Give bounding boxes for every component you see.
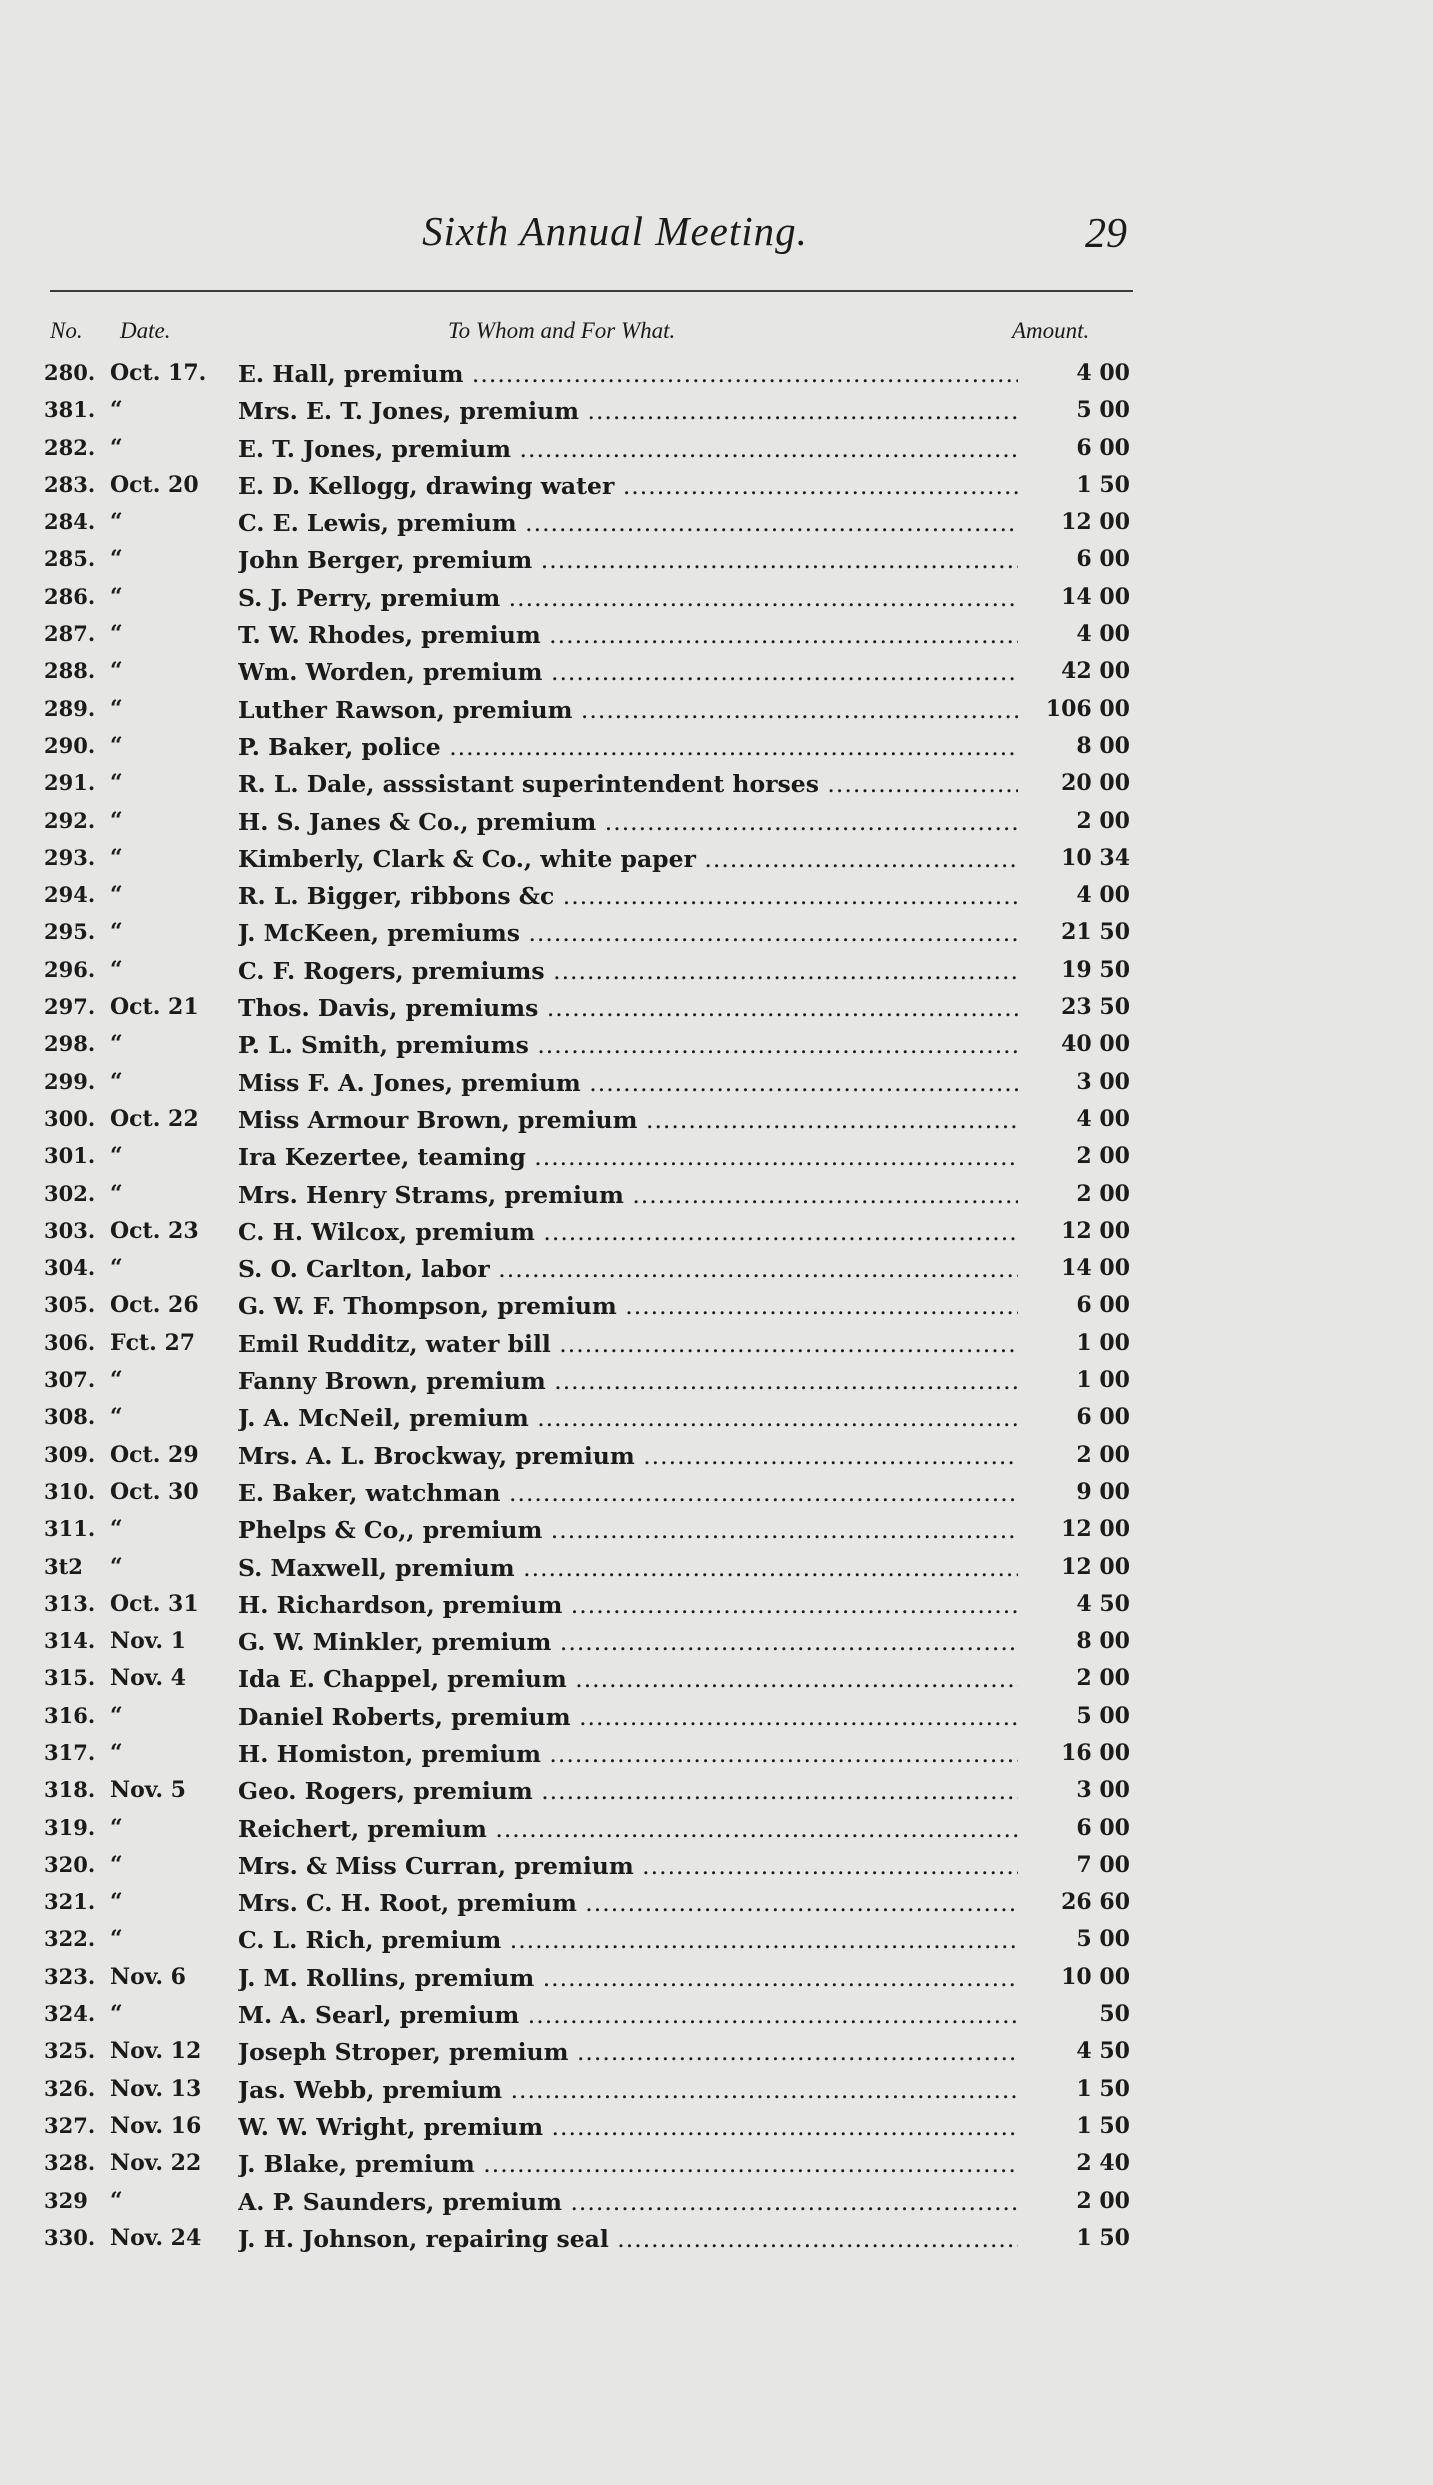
entry-number: 300. [44, 1105, 96, 1131]
entry-number: 305. [44, 1292, 96, 1318]
entry-amount: 5 00 [1076, 1702, 1130, 1729]
entry-description: Mrs. E. T. Jones, premium ..... [238, 397, 1018, 425]
entry-date: “ [110, 1068, 123, 1095]
entry-description: S. Maxwell, premium ..... [238, 1554, 1018, 1582]
entry-number: 307. [44, 1367, 96, 1393]
entry-description: Thos. Davis, premiums ..... [238, 994, 1018, 1022]
table-row [0, 727, 1433, 764]
entry-date: “ [110, 770, 123, 797]
entry-number: 283. [44, 471, 96, 497]
entry-amount: 1 50 [1076, 2075, 1130, 2102]
column-header-amount: Amount. [1012, 318, 1090, 343]
entry-amount: 8 00 [1076, 1628, 1130, 1655]
entry-amount: 12 00 [1061, 509, 1130, 536]
entry-date: Oct. 21 [110, 994, 199, 1021]
table-row [0, 354, 1433, 391]
entry-date: Nov. 24 [110, 2224, 202, 2251]
table-row [0, 839, 1433, 876]
entry-date: Fct. 27 [110, 1329, 196, 1356]
entry-amount: 7 00 [1076, 1851, 1130, 1878]
entry-date: Nov. 4 [110, 1665, 186, 1692]
entry-number: 303. [44, 1217, 96, 1243]
ledger-table [0, 354, 1433, 2256]
entry-description: S. J. Perry, premium ..... [238, 584, 1018, 612]
table-row [0, 540, 1433, 577]
entry-description: R. L. Dale, asssistant superintendent horses ..... [238, 770, 1018, 798]
table-row [0, 652, 1433, 689]
table-row [0, 466, 1433, 503]
table-row [0, 1883, 1433, 1920]
entry-description: W. W. Wright, premium ..... [238, 2113, 1018, 2141]
entry-amount: 5 00 [1076, 397, 1130, 424]
entry-number: 318. [44, 1777, 96, 1803]
entry-description: J. McKeen, premiums ..... [238, 919, 1018, 947]
entry-description: S. O. Carlton, labor ..... [238, 1255, 1018, 1283]
entry-description: Kimberly, Clark & Co., white paper ..... [238, 845, 1018, 873]
entry-date: “ [110, 2001, 123, 2028]
entry-description: T. W. Rhodes, premium ..... [238, 621, 1018, 649]
entry-number: 293. [44, 844, 96, 870]
entry-date: Oct. 20 [110, 471, 199, 498]
entry-description: C. L. Rich, premium ..... [238, 1926, 1018, 1954]
entry-date: “ [110, 1702, 123, 1729]
entry-number: 323. [44, 1963, 96, 1989]
entry-amount: 5 00 [1076, 1926, 1130, 1953]
entry-amount: 40 00 [1061, 1031, 1130, 1058]
entry-number: 302. [44, 1180, 96, 1206]
entry-amount: 9 00 [1076, 1478, 1130, 1505]
entry-description: H. S. Janes & Co., premium ..... [238, 808, 1018, 836]
entry-date: “ [110, 1889, 123, 1916]
entry-description: Mrs. A. L. Brockway, premium ..... [238, 1442, 1018, 1470]
entry-number: 304. [44, 1255, 96, 1281]
entry-amount: 20 00 [1061, 770, 1130, 797]
entry-date: “ [110, 695, 123, 722]
entry-amount: 23 50 [1061, 994, 1130, 1021]
table-row [0, 764, 1433, 801]
entry-description: Jas. Webb, premium ..... [238, 2076, 1018, 2104]
entry-description: Miss F. A. Jones, premium ..... [238, 1069, 1018, 1097]
table-row [0, 1025, 1433, 1062]
entry-date: Oct. 29 [110, 1441, 199, 1468]
entry-date: “ [110, 2187, 123, 2214]
entry-date: “ [110, 1367, 123, 1394]
entry-amount: 6 00 [1076, 1814, 1130, 1841]
table-row [0, 1697, 1433, 1734]
entry-number: 316. [44, 1702, 96, 1728]
header-rule [50, 290, 1133, 292]
entry-description: Daniel Roberts, premium ..... [238, 1703, 1018, 1731]
entry-description: E. T. Jones, premium ..... [238, 435, 1018, 463]
entry-amount: 1 50 [1076, 2224, 1130, 2251]
entry-description: Ira Kezertee, teaming ..... [238, 1143, 1018, 1171]
entry-description: R. L. Bigger, ribbons &c ..... [238, 882, 1018, 910]
table-row [0, 2032, 1433, 2069]
entry-amount: 1 00 [1076, 1329, 1130, 1356]
entry-description: G. W. Minkler, premium ..... [238, 1628, 1018, 1656]
entry-number: 294. [44, 882, 96, 908]
entry-number: 310. [44, 1478, 96, 1504]
entry-description: C. H. Wilcox, premium ..... [238, 1218, 1018, 1246]
entry-amount: 12 00 [1061, 1516, 1130, 1543]
entry-amount: 8 00 [1076, 732, 1130, 759]
table-row [0, 1958, 1433, 1995]
entry-date: Oct. 31 [110, 1590, 199, 1617]
entry-description: Phelps & Co,, premium ..... [238, 1516, 1018, 1544]
entry-description: Wm. Worden, premium ..... [238, 658, 1018, 686]
entry-number: 322. [44, 1926, 96, 1952]
page-title: Sixth Annual Meeting. [422, 208, 808, 254]
entry-date: Nov. 5 [110, 1777, 186, 1804]
entry-date: “ [110, 1516, 123, 1543]
entry-date: “ [110, 509, 123, 536]
table-row [0, 1995, 1433, 2032]
table-row [0, 802, 1433, 839]
entry-number: 287. [44, 621, 96, 647]
entry-number: 301. [44, 1143, 96, 1169]
table-row [0, 1398, 1433, 1435]
entry-number: 314. [44, 1628, 96, 1654]
table-row [0, 1846, 1433, 1883]
entry-amount: 2 40 [1076, 2150, 1130, 2177]
entry-description: Ida E. Chappel, premium ..... [238, 1665, 1018, 1693]
entry-amount: 106 00 [1045, 695, 1130, 722]
table-row [0, 1734, 1433, 1771]
entry-amount: 3 00 [1076, 1777, 1130, 1804]
entry-date: “ [110, 583, 123, 610]
entry-number: 311. [44, 1516, 96, 1542]
table-row [0, 1436, 1433, 1473]
entry-date: “ [110, 882, 123, 909]
table-header [0, 318, 1433, 350]
entry-amount: 19 50 [1061, 956, 1130, 983]
table-row [0, 1585, 1433, 1622]
entry-number: 315. [44, 1665, 96, 1691]
entry-date: “ [110, 546, 123, 573]
entry-amount: 26 60 [1061, 1889, 1130, 1916]
entry-date: “ [110, 658, 123, 685]
entry-number: 291. [44, 770, 96, 796]
entry-description: G. W. F. Thompson, premium ..... [238, 1292, 1018, 1320]
table-row [0, 1212, 1433, 1249]
entry-amount: 6 00 [1076, 546, 1130, 573]
entry-description: Mrs. Henry Strams, premium ..... [238, 1181, 1018, 1209]
entry-date: Oct. 26 [110, 1292, 199, 1319]
entry-description: Fanny Brown, premium ..... [238, 1367, 1018, 1395]
entry-description: Geo. Rogers, premium ..... [238, 1777, 1018, 1805]
entry-number: 317. [44, 1739, 96, 1765]
entry-number: 325. [44, 2038, 96, 2064]
entry-amount: 4 00 [1076, 1105, 1130, 1132]
entry-number: 330. [44, 2224, 96, 2250]
entry-number: 284. [44, 509, 96, 535]
entry-number: 328. [44, 2150, 96, 2176]
entry-date: Oct. 22 [110, 1105, 199, 1132]
entry-amount: 1 00 [1076, 1367, 1130, 1394]
entry-number: 297. [44, 994, 96, 1020]
entry-date: Oct. 23 [110, 1217, 199, 1244]
entry-number: 329 [44, 2187, 88, 2213]
entry-number: 308. [44, 1404, 96, 1430]
entry-description: Mrs. C. H. Root, premium ..... [238, 1889, 1018, 1917]
entry-date: “ [110, 397, 123, 424]
entry-date: “ [110, 1143, 123, 1170]
entry-amount: 16 00 [1061, 1739, 1130, 1766]
entry-description: H. Homiston, premium ..... [238, 1740, 1018, 1768]
table-row [0, 1473, 1433, 1510]
table-row [0, 988, 1433, 1025]
table-row [0, 1063, 1433, 1100]
table-row [0, 1324, 1433, 1361]
entry-date: Nov. 16 [110, 2112, 202, 2139]
entry-date: “ [110, 1814, 123, 1841]
entry-description: C. F. Rogers, premiums ..... [238, 957, 1018, 985]
entry-number: 320. [44, 1851, 96, 1877]
entry-date: Nov. 6 [110, 1963, 186, 1990]
entry-number: 306. [44, 1329, 96, 1355]
entry-description: Joseph Stroper, premium ..... [238, 2038, 1018, 2066]
entry-description: John Berger, premium ..... [238, 546, 1018, 574]
entry-amount: 6 00 [1076, 1292, 1130, 1319]
entry-description: J. H. Johnson, repairing seal ..... [238, 2225, 1018, 2253]
entry-amount: 6 00 [1076, 1404, 1130, 1431]
table-row [0, 2070, 1433, 2107]
entry-description: J. Blake, premium ..... [238, 2150, 1018, 2178]
table-row [0, 1361, 1433, 1398]
table-row [0, 2107, 1433, 2144]
table-row [0, 690, 1433, 727]
table-row [0, 503, 1433, 540]
entry-date: “ [110, 1553, 123, 1580]
entry-number: 286. [44, 583, 96, 609]
entry-date: “ [110, 1255, 123, 1282]
entry-description: Emil Rudditz, water bill ..... [238, 1330, 1018, 1358]
entry-number: 321. [44, 1889, 96, 1915]
entry-description: Miss Armour Brown, premium ..... [238, 1106, 1018, 1134]
entry-description: P. L. Smith, premiums ..... [238, 1031, 1018, 1059]
entry-amount: 14 00 [1061, 583, 1130, 610]
entry-amount: 2 00 [1076, 2187, 1130, 2214]
entry-amount: 2 00 [1076, 1665, 1130, 1692]
entry-date: “ [110, 1851, 123, 1878]
table-row [0, 1622, 1433, 1659]
entry-amount: 14 00 [1061, 1255, 1130, 1282]
entry-number: 299. [44, 1068, 96, 1094]
entry-number: 319. [44, 1814, 96, 1840]
table-row [0, 2219, 1433, 2256]
table-row [0, 2182, 1433, 2219]
entry-description: E. D. Kellogg, drawing water ..... [238, 472, 1018, 500]
entry-date: “ [110, 1404, 123, 1431]
entry-amount: 1 50 [1076, 471, 1130, 498]
table-row [0, 876, 1433, 913]
column-header-date: Date. [120, 318, 171, 343]
entry-number: 3t2 [44, 1553, 83, 1579]
entry-amount: 2 00 [1076, 1143, 1130, 1170]
table-row [0, 1100, 1433, 1137]
entry-description: E. Hall, premium ..... [238, 360, 1018, 388]
entry-number: 298. [44, 1031, 96, 1057]
entry-description: Luther Rawson, premium ..... [238, 696, 1018, 724]
entry-amount: 1 50 [1076, 2112, 1130, 2139]
entry-number: 313. [44, 1590, 96, 1616]
entry-amount: 10 00 [1061, 1963, 1130, 1990]
table-row [0, 913, 1433, 950]
entry-amount: 21 50 [1061, 919, 1130, 946]
entry-date: “ [110, 956, 123, 983]
entry-number: 295. [44, 919, 96, 945]
column-header-no: No. [50, 318, 83, 343]
entry-amount: 2 00 [1076, 807, 1130, 834]
table-row [0, 1771, 1433, 1808]
entry-amount: 6 00 [1076, 434, 1130, 461]
entry-date: “ [110, 844, 123, 871]
entry-amount: 10 34 [1061, 844, 1130, 871]
entry-description: J. A. McNeil, premium ..... [238, 1404, 1018, 1432]
table-row [0, 1137, 1433, 1174]
entry-number: 327. [44, 2112, 96, 2138]
entry-description: H. Richardson, premium ..... [238, 1591, 1018, 1619]
entry-date: “ [110, 732, 123, 759]
entry-date: “ [110, 1926, 123, 1953]
entry-number: 326. [44, 2075, 96, 2101]
entry-description: P. Baker, police ..... [238, 733, 1018, 761]
entry-date: “ [110, 919, 123, 946]
entry-number: 324. [44, 2001, 96, 2027]
entry-number: 381. [44, 397, 96, 423]
entry-date: “ [110, 1180, 123, 1207]
entry-number: 285. [44, 546, 96, 572]
table-row [0, 1249, 1433, 1286]
table-row [0, 2144, 1433, 2181]
entry-date: Nov. 1 [110, 1628, 186, 1655]
table-row [0, 615, 1433, 652]
table-row [0, 578, 1433, 615]
entry-amount: 3 00 [1076, 1068, 1130, 1095]
entry-date: Nov. 13 [110, 2075, 202, 2102]
table-row [0, 429, 1433, 466]
entry-number: 296. [44, 956, 96, 982]
table-row [0, 1510, 1433, 1547]
entry-number: 292. [44, 807, 96, 833]
entry-amount: 42 00 [1061, 658, 1130, 685]
entry-date: “ [110, 621, 123, 648]
entry-amount: 12 00 [1061, 1217, 1130, 1244]
entry-amount: 4 00 [1076, 360, 1130, 386]
entry-number: 282. [44, 434, 96, 460]
table-row [0, 1175, 1433, 1212]
entry-amount: 2 00 [1076, 1441, 1130, 1468]
entry-description: A. P. Saunders, premium ..... [238, 2188, 1018, 2216]
table-row [0, 951, 1433, 988]
entry-date: Nov. 22 [110, 2150, 202, 2177]
table-row [0, 1809, 1433, 1846]
entry-number: 280. [44, 360, 96, 385]
entry-amount: 50 [1099, 2001, 1130, 2028]
entry-description: C. E. Lewis, premium ..... [238, 509, 1018, 537]
entry-date: “ [110, 807, 123, 834]
table-row [0, 1548, 1433, 1585]
entry-description: Mrs. & Miss Curran, premium ..... [238, 1852, 1018, 1880]
entry-number: 289. [44, 695, 96, 721]
entry-amount: 12 00 [1061, 1553, 1130, 1580]
entry-description: J. M. Rollins, premium ..... [238, 1964, 1018, 1992]
entry-description: E. Baker, watchman ..... [238, 1479, 1018, 1507]
entry-description: Reichert, premium ..... [238, 1815, 1018, 1843]
entry-date: Nov. 12 [110, 2038, 202, 2065]
column-header-what: To Whom and For What. [448, 318, 676, 343]
entry-amount: 4 50 [1076, 2038, 1130, 2065]
entry-date: Oct. 17. [110, 360, 207, 386]
entry-date: “ [110, 1739, 123, 1766]
table-row [0, 1286, 1433, 1323]
entry-amount: 4 00 [1076, 621, 1130, 648]
entry-number: 309. [44, 1441, 96, 1467]
entry-amount: 2 00 [1076, 1180, 1130, 1207]
table-row [0, 391, 1433, 428]
entry-date: “ [110, 434, 123, 461]
table-row [0, 1920, 1433, 1957]
page-number: 29 [1085, 211, 1127, 257]
entry-description: M. A. Searl, premium ..... [238, 2001, 1018, 2029]
entry-number: 288. [44, 658, 96, 684]
entry-amount: 4 50 [1076, 1590, 1130, 1617]
table-row [0, 1659, 1433, 1696]
entry-amount: 4 00 [1076, 882, 1130, 909]
entry-date: “ [110, 1031, 123, 1058]
entry-number: 290. [44, 732, 96, 758]
entry-date: Oct. 30 [110, 1478, 199, 1505]
